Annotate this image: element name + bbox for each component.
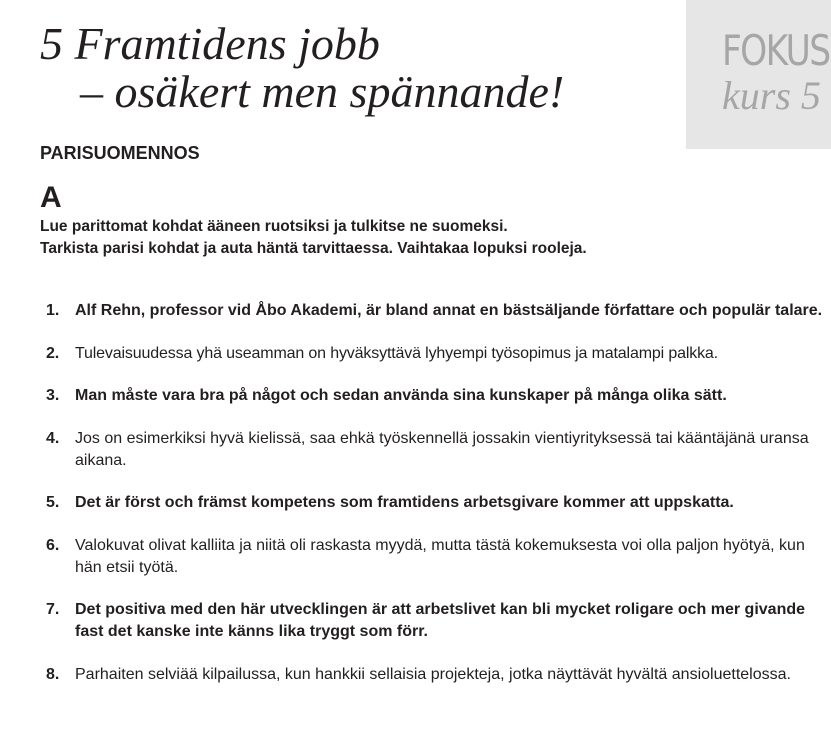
list-item [40, 300, 825, 322]
item-text: Det positiva med den här utvecklingen är att arbetslivet kan bli mycket roligare och mer givande fast det kanske inte känns lika tryggt som förr. [75, 601, 806, 640]
item-number: 5. [46, 494, 60, 511]
item-number: 1. [46, 302, 60, 319]
list-item [40, 535, 825, 579]
item-number: 7. [46, 601, 60, 618]
item-text: Man måste vara bra på något och sedan använda sina kunskaper på många olika sätt. [75, 387, 727, 404]
item-number: 3. [46, 387, 60, 404]
list-item [40, 385, 825, 407]
item-text: Alf Rehn, professor vid Åbo Akademi, är bland annat en bästsäljande författare och populär talare. [75, 302, 823, 319]
section-heading: PARISUOMENNOS [40, 143, 200, 163]
item-number: 8. [46, 665, 60, 683]
chapter-title [40, 20, 564, 116]
instruction-line: Lue parittomat kohdat ääneen ruotsiksi ja tulkitse ne suomeksi. [40, 218, 508, 235]
list-item [40, 599, 825, 643]
item-text: Parhaiten selviää kilpailussa, kun hankkii sellaisia projekteja, jotka näyttävät hyvältä ansioluettelossa. [75, 665, 791, 683]
exercise-letter: A [40, 181, 62, 214]
item-number: 4. [46, 429, 60, 447]
corner-label-course: kurs 5 [722, 73, 821, 118]
item-text: Tulevaisuudessa yhä useamman on hyväksyttävä lyhyempi työsopimus ja matalampi palkka. [75, 344, 718, 362]
translation-item-list [40, 300, 825, 706]
course-corner-tab [686, 0, 831, 149]
list-item [40, 664, 825, 686]
item-number: 6. [46, 536, 60, 554]
list-item [40, 428, 825, 472]
exercise-instructions [40, 216, 587, 260]
corner-label-fokus: FOKUS [722, 26, 830, 75]
item-number: 2. [46, 344, 60, 362]
item-text: Valokuvat olivat kalliita ja niitä oli raskasta myydä, mutta tästä kokemuksesta voi olla paljon hyötyä, kun hän etsii työtä. [75, 536, 805, 576]
chapter-title-line1: 5 Framtidens jobb [40, 18, 380, 69]
list-item [40, 492, 825, 514]
item-text: Jos on esimerkiksi hyvä kielissä, saa ehkä työskennellä jossakin vientiyrityksessä tai kääntäjänä uransa aikana. [75, 429, 809, 469]
instruction-line: Tarkista parisi kohdat ja auta häntä tarvittaessa. Vaihtakaa lopuksi rooleja. [40, 240, 587, 257]
list-item [40, 343, 825, 365]
chapter-title-line2: – osäkert men spännande! [80, 66, 565, 117]
item-text: Det är först och främst kompetens som framtidens arbetsgivare kommer att uppskatta. [75, 494, 734, 511]
